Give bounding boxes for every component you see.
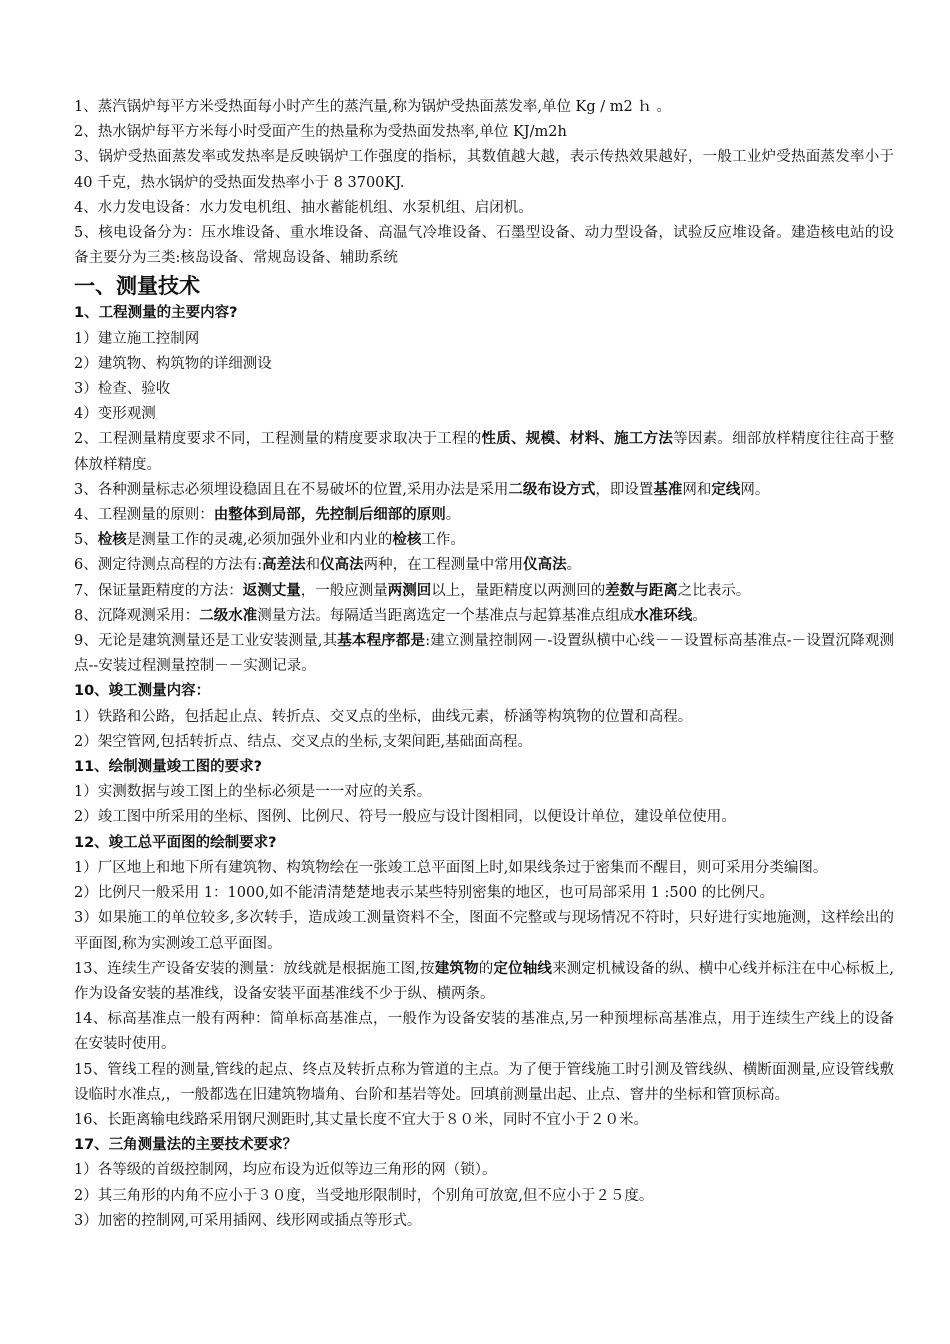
list-item: 2）比例尺一般采用 1：1000,如不能清清楚楚地表示某些特别密集的地区，也可局部采用 1 :500 的比例尺。 xyxy=(74,885,775,902)
list-item: 2）其三角形的内角不应小于３０度，当受地形限制时，个别角可放宽,但不应小于２５度。 xyxy=(74,1187,654,1204)
question-title: 12、竣工总平面图的绘制要求? xyxy=(74,834,277,851)
question-title: 1、工程测量的主要内容? xyxy=(74,305,238,322)
question-title: 10、竣工测量内容： xyxy=(74,683,211,700)
question-title: 17、三角测量法的主要技术要求？ xyxy=(74,1137,298,1154)
paragraph: 14、标高基准点一般有两种：简单标高基准点，一般作为设备安装的基准点,另一种预埋标高基准点，用于连续生产线上的设备在安装时使用。 xyxy=(74,1011,894,1053)
paragraph: 9、无论是建筑测量还是工业安装测量,其基本程序都是:建立测量控制网－-设置纵横中心线－－设置标高基准点-－设置沉降观测点--安装过程测量控制－－实测记录。 xyxy=(74,633,895,675)
section-title: 一、测量技术 xyxy=(74,274,200,299)
list-item: 1）各等级的首级控制网，均应布设为近似等边三角形的网（锁）。 xyxy=(74,1162,497,1179)
paragraph: 16、长距离输电线路采用钢尺测距时,其丈量长度不宜大于８０米，同时不宜小于２０米。 xyxy=(74,1111,649,1128)
list-item: 2）竣工图中所采用的坐标、图例、比例尺、符号一般应与设计图相同，以便设计单位，建设单位使用。 xyxy=(74,809,736,826)
paragraph: 8、沉降观测采用：二级水准测量方法。每隔适当距离选定一个基准点与起算基准点组成水准环线。 xyxy=(74,607,707,624)
list-item: 1）铁路和公路，包括起止点、转折点、交叉点的坐标，曲线元素，桥涵等构筑物的位置和高程。 xyxy=(74,708,693,725)
document-page xyxy=(74,95,894,1234)
paragraph: 13、连续生产设备安装的测量：放线就是根据施工图,按建筑物的定位轴线来测定机械设备的纵、横中心线并标注在中心标板上,作为设备安装的基准线，设备安装平面基准线不少于纵、横两条。 xyxy=(74,960,895,1002)
paragraph: 5、核电设备分为：压水堆设备、重水堆设备、高温气冷堆设备、石墨型设备、动力型设备，试验反应堆设备。建造核电站的设备主要分为三类:核岛设备、常规岛设备、辅助系统 xyxy=(74,225,894,267)
paragraph: 2、工程测量精度要求不同，工程测量的精度要求取决于工程的性质、规模、材料、施工方法等因素。细部放样精度往往高于整体放样精度。 xyxy=(74,431,895,473)
paragraph: 3、锅炉受热面蒸发率或发热率是反映锅炉工作强度的指标，其数值越大越，表示传热效果越好，一般工业炉受热面蒸发率小于 40 千克，热水锅炉的受热面发热率小于 8 3700KJ. xyxy=(74,149,894,191)
list-item: 2）架空管网,包括转折点、结点、交叉点的坐标,支架间距,基础面高程。 xyxy=(74,733,533,750)
paragraph: 5、检核是测量工作的灵魂,必须加强外业和内业的检核工作。 xyxy=(74,532,465,549)
paragraph: 4、工程测量的原则：由整体到局部，先控制后细部的原则。 xyxy=(74,507,461,524)
paragraph: 6、测定待测点高程的方法有:高差法和仪高法两种，在工程测量中常用仪高法。 xyxy=(74,557,582,574)
list-item: 1）建立施工控制网 xyxy=(74,330,200,347)
list-item: 2）建筑物、构筑物的详细测设 xyxy=(74,355,272,372)
paragraph: 15、管线工程的测量,管线的起点、终点及转折点称为管道的主点。为了便于管线施工时引测及管线纵、横断面测量,应设管线敷设临时水准点,，一般都选在旧建筑物墙角、台阶和基岩等处。回填前测量出起、止点、窨井的坐标和管顶标高。 xyxy=(74,1061,894,1103)
list-item: 3）加密的控制网,可采用插网、线形网或插点等形式。 xyxy=(74,1212,422,1229)
question-title: 11、绘制测量竣工图的要求? xyxy=(74,759,263,776)
paragraph: 2、热水锅炉每平方米每小时受面产生的热量称为受热面发热率,单位 KJ/m2h xyxy=(74,124,567,141)
paragraph: 3、各种测量标志必须埋设稳固且在不易破坏的位置,采用办法是采用二级布设方式，即设置基准网和定线网。 xyxy=(74,481,770,498)
list-item: 4）变形观测 xyxy=(74,406,156,423)
paragraph: 1、蒸汽锅炉每平方米受热面每小时产生的蒸汽量,称为锅炉受热面蒸发率,单位 Kg / m2 ｈ 。 xyxy=(74,99,671,115)
list-item: 3）如果施工的单位较多,多次转手，造成竣工测量资料不全，图面不完整或与现场情况不符时，只好进行实地施测，这样绘出的平面图,称为实测竣工总平面图。 xyxy=(74,910,894,952)
list-item: 3）检查、验收 xyxy=(74,381,171,398)
paragraph: 7、保证量距精度的方法：返测丈量，一般应测量两测回以上，量距精度以两测回的差数与距离之比表示。 xyxy=(74,582,751,599)
list-item: 1）实测数据与竣工图上的坐标必须是一一对应的关系。 xyxy=(74,784,432,801)
list-item: 1）厂区地上和地下所有建筑物、构筑物绘在一张竣工总平面图上时,如果线条过于密集而不醒目，则可采用分类编图。 xyxy=(74,859,828,876)
paragraph: 4、水力发电设备：水力发电机组、抽水蓄能机组、水泵机组、启闭机。 xyxy=(74,199,533,216)
